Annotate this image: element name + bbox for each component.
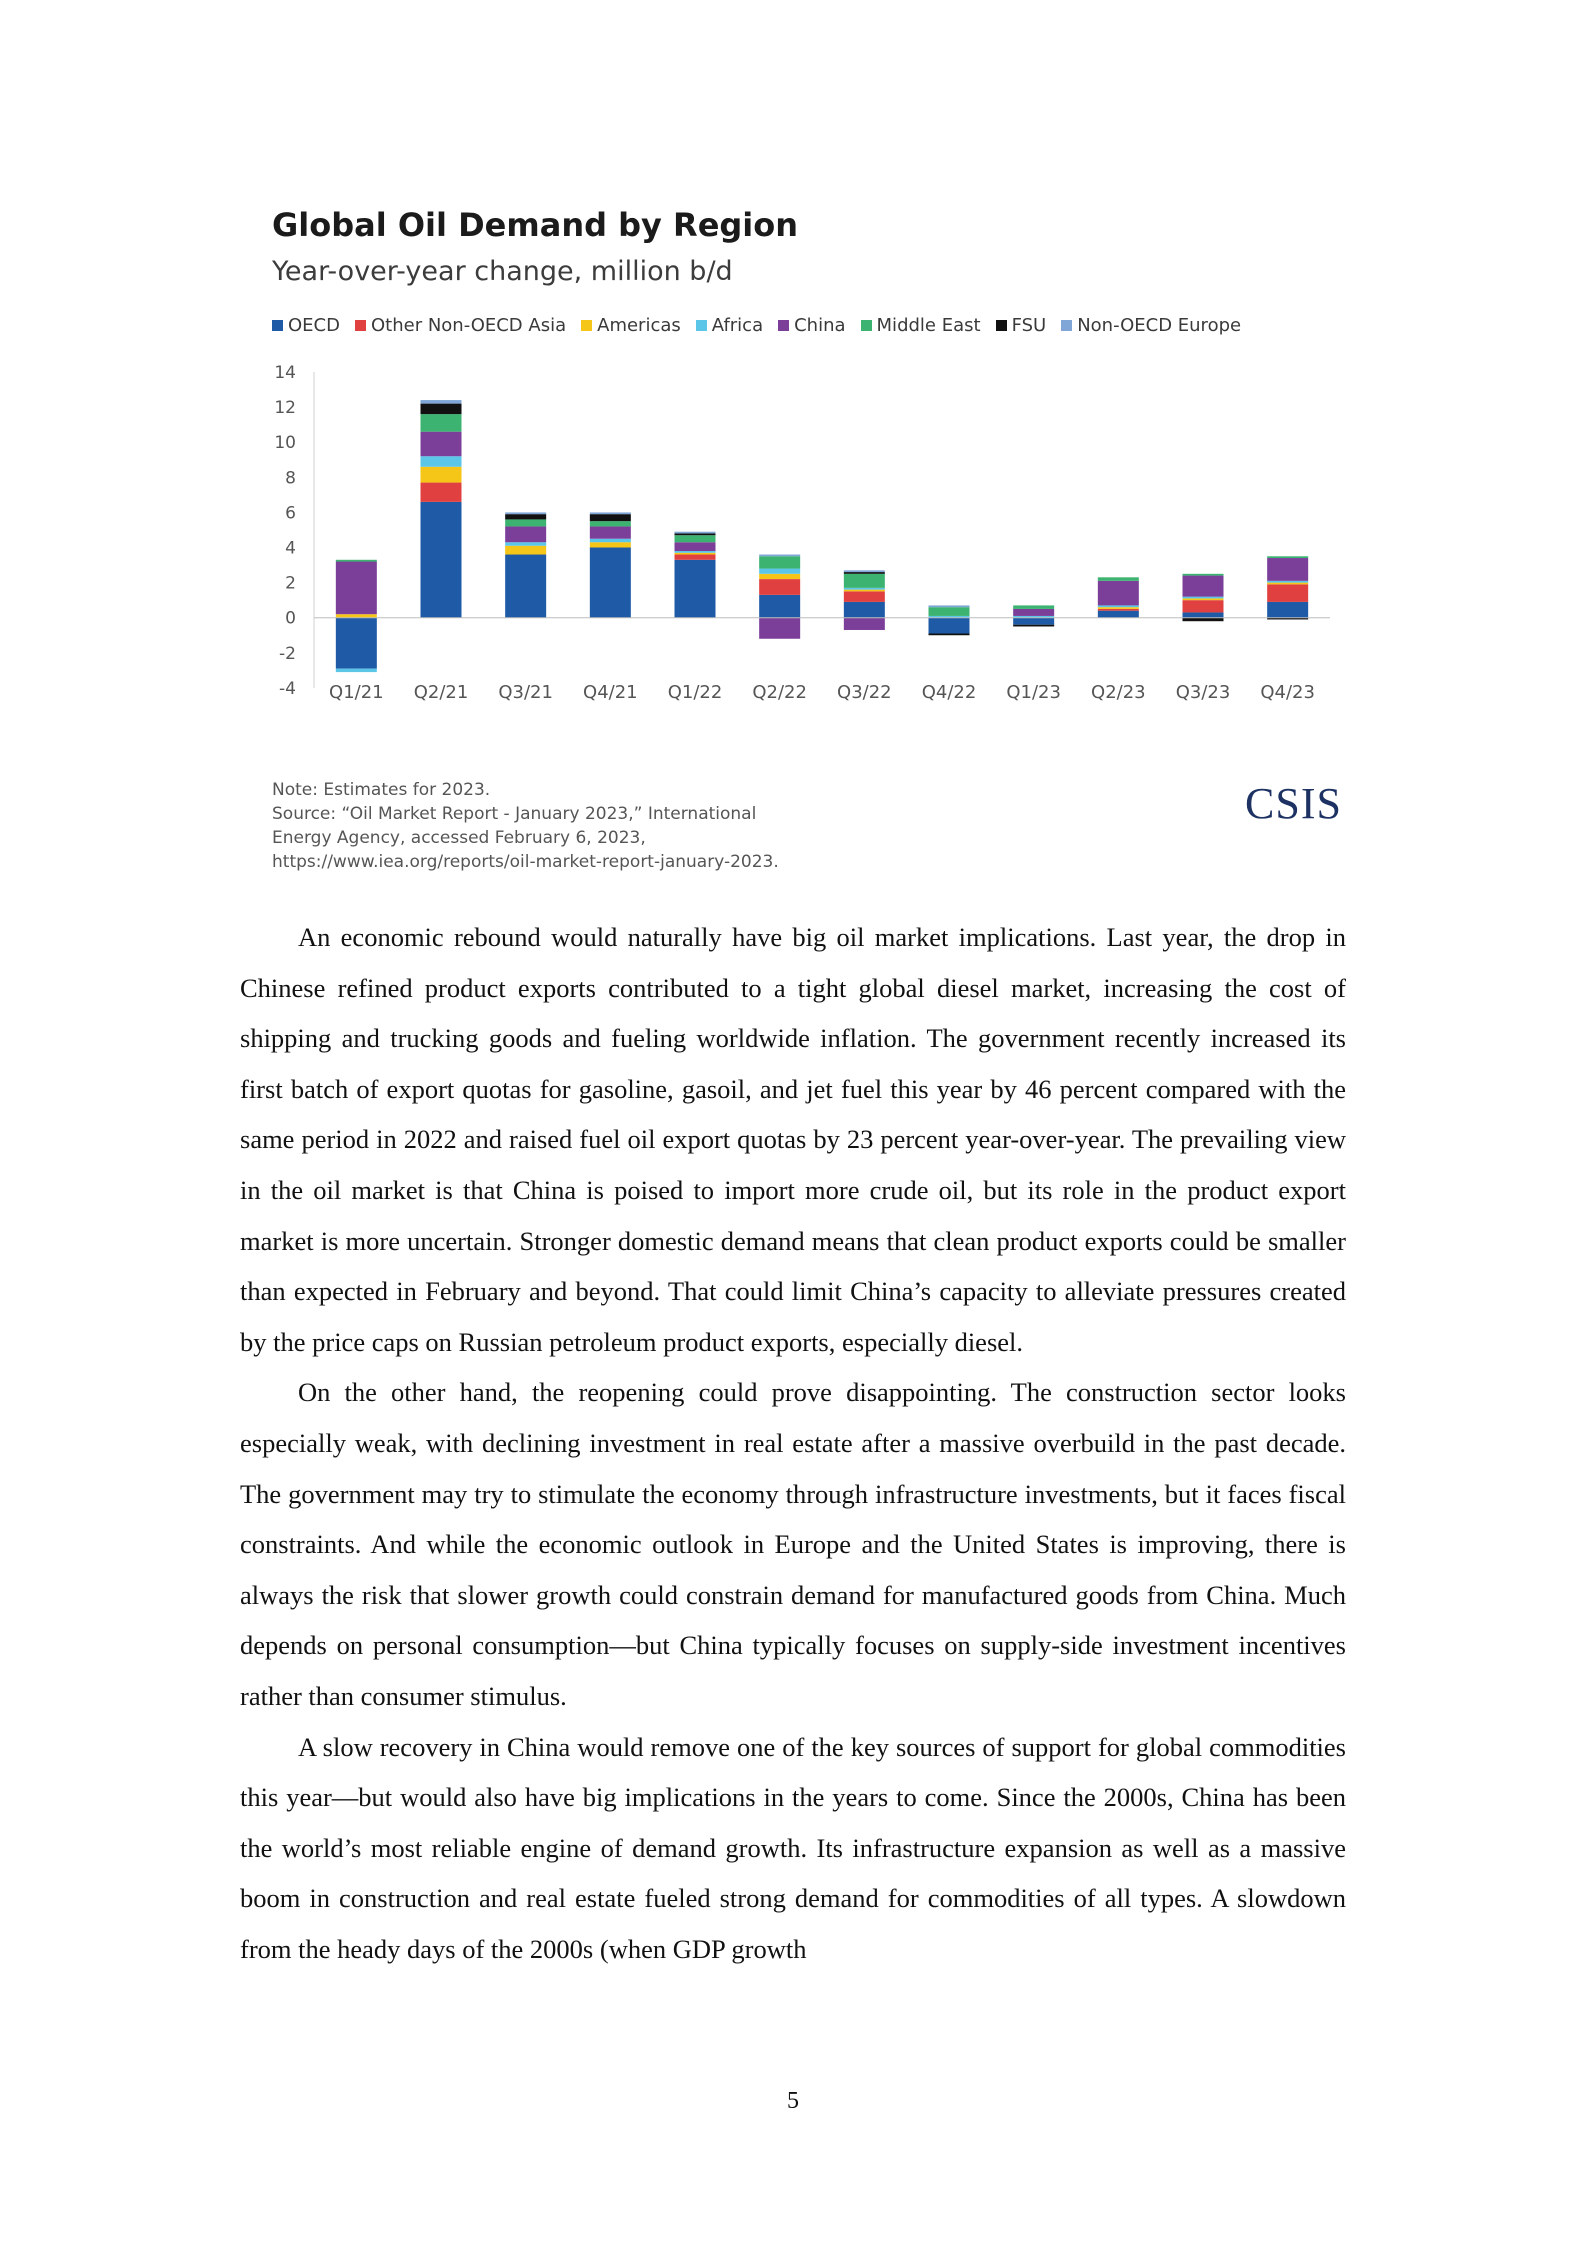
bar-segment: [1183, 574, 1224, 576]
bar-segment: [1098, 577, 1139, 581]
legend-label: China: [794, 315, 846, 336]
figure-note: [272, 778, 872, 874]
x-tick-label: Q1/22: [667, 682, 723, 703]
note-line: https://www.iea.org/reports/oil-market-report-january-2023.: [272, 852, 779, 872]
bar-segment: [1013, 618, 1054, 625]
bar-segment: [1098, 611, 1139, 618]
x-tick-label: Q1/23: [1006, 682, 1061, 703]
bar-segment: [759, 556, 800, 568]
y-tick-label: 6: [285, 503, 296, 524]
x-tick-label: Q1/21: [329, 682, 384, 703]
legend-item: [1061, 315, 1241, 336]
bar-segment: [675, 535, 716, 542]
note-line: Energy Agency, accessed February 6, 2023,: [272, 828, 646, 848]
bar-segment: [336, 614, 377, 618]
bar-segment: [505, 526, 546, 542]
legend-item: [778, 315, 845, 336]
csis-logo: CSIS: [1245, 779, 1342, 828]
bar-segment: [759, 555, 800, 557]
y-tick-label: 10: [274, 433, 296, 454]
bar-segment: [1267, 556, 1308, 558]
bar-segment: [929, 607, 970, 616]
bar-segment: [336, 618, 377, 669]
legend-label: OECD: [288, 315, 340, 336]
bar-segment: [1267, 581, 1308, 583]
bar-segment: [844, 618, 885, 630]
legend-item: [355, 315, 566, 336]
bar-segment: [590, 512, 631, 514]
bar-segment: [1013, 625, 1054, 627]
legend-label: FSU: [1011, 315, 1047, 336]
bar-segment: [590, 542, 631, 547]
bar-segment: [1013, 605, 1054, 609]
paragraph: A slow recovery in China would remove one of the key sources of support for global commodities this year—but would also have big implications in the years to come. Since the 2000s, China has been the world’s most reliable engine of demand growth. Its infrastructure expansion as well as a massive boom in construction and real estate fueled strong demand for commodities of all types. A slowdown from the heady days of the 2000s (when GDP growth: [240, 1731, 1346, 1964]
bar-segment: [590, 521, 631, 526]
bar-segment: [421, 483, 462, 502]
bar-segment: [929, 618, 970, 634]
paragraph: On the other hand, the reopening could prove disappointing. The construction sector looks especially weak, with declining investment in real estate after a massive overbuild in the past decade. The government may try to stimulate the economy through infrastructure investments, but it faces fiscal constraints. And while the economic outlook in Europe and the United States is improving, there is always the risk that slower growth could constrain demand for manufactured goods from China. Much depends on personal consumption—but China typically focuses on supply-side investment incentives rather than consumer stimulus.: [240, 1377, 1346, 1711]
bar-segment: [505, 546, 546, 555]
legend-item: [696, 315, 763, 336]
bar-segment: [336, 562, 377, 615]
bar-segment: [675, 532, 716, 534]
bar-segment: [675, 551, 716, 553]
legend-swatch: [272, 320, 283, 331]
y-tick-label: 8: [285, 468, 296, 489]
x-tick-label: Q2/21: [413, 682, 469, 703]
y-tick-label: 14: [274, 363, 296, 383]
bar-segment: [759, 574, 800, 579]
y-tick-label: 2: [285, 573, 296, 594]
bar-segment: [505, 555, 546, 618]
bar-segment: [675, 542, 716, 551]
bar-segment: [421, 502, 462, 618]
y-tick-label: 12: [274, 398, 296, 419]
legend-item: [272, 315, 340, 336]
article-body: [240, 912, 1346, 1974]
x-tick-label: Q3/21: [498, 682, 553, 703]
legend-item: [996, 315, 1047, 336]
bar-segment: [505, 519, 546, 526]
bar-segment: [844, 588, 885, 590]
bar-segment: [505, 514, 546, 519]
legend-label: Africa: [711, 315, 764, 336]
legend-swatch: [778, 320, 789, 331]
page-number: 5: [787, 2088, 799, 2114]
bar-segment: [844, 590, 885, 592]
bar-segment: [336, 560, 377, 562]
bar-segment: [1267, 583, 1308, 585]
bar-segment: [844, 572, 885, 574]
figure-title: Global Oil Demand by Region: [272, 206, 799, 244]
x-tick-label: Q2/22: [752, 682, 807, 703]
legend-swatch: [696, 320, 707, 331]
bar-segment: [844, 574, 885, 588]
legend-label: Other Non-OECD Asia: [370, 315, 567, 336]
bar-segment: [421, 414, 462, 432]
bar-segment: [1098, 605, 1139, 607]
y-tick-label: 4: [285, 538, 296, 559]
bar-segment: [844, 591, 885, 602]
y-tick-label: -4: [279, 678, 296, 699]
note-line: Source: “Oil Market Report - January 2023,” International: [272, 804, 757, 824]
bar-segment: [590, 526, 631, 538]
bar-segment: [1183, 597, 1224, 599]
bar-segment: [1013, 609, 1054, 616]
bar-segment: [1183, 612, 1224, 617]
bar-segment: [590, 514, 631, 521]
bar-segment: [1183, 618, 1224, 622]
bar-segment: [675, 560, 716, 618]
bar-segment: [759, 579, 800, 595]
bar-segment: [505, 542, 546, 546]
bar-segment: [1183, 600, 1224, 612]
bar-segment: [1183, 576, 1224, 597]
legend-swatch: [861, 320, 872, 331]
paragraph: An economic rebound would naturally have big oil market implications. Last year, the drop in Chinese refined product exports contributed to a tight global diesel market, increasing the cost of shipping and trucking goods and fueling worldwide inflation. The government recently increased its first batch of export quotas for gasoline, gasoil, and jet fuel this year by 46 percent compared with the same period in 2022 and raised fuel oil export quotas by 23 percent year-over-year. The prevailing view in the oil market is that China is poised to import more crude oil, but its role in the product export market is more uncertain. Stronger domestic demand means that clean product exports could be smaller than expected in February and beyond. That could limit China’s capacity to alleviate pressures created by the price caps on Russian petroleum product exports, especially diesel.: [240, 922, 1346, 1357]
bar-segment: [421, 400, 462, 404]
x-tick-label: Q4/22: [921, 682, 977, 703]
x-tick-label: Q3/23: [1175, 682, 1231, 703]
bar-segment: [1267, 584, 1308, 602]
x-tick-label: Q4/23: [1260, 682, 1315, 703]
x-tick-label: Q2/23: [1091, 682, 1146, 703]
bar-segment: [590, 548, 631, 618]
y-tick-label: 0: [285, 608, 296, 629]
y-tick-label: -2: [279, 643, 296, 664]
legend-swatch: [581, 320, 592, 331]
bar-segment: [1267, 602, 1308, 618]
bar-segment: [1098, 581, 1139, 606]
note-line: Note: Estimates for 2023.: [272, 780, 491, 800]
bar-segment: [336, 669, 377, 673]
oil-demand-figure: [272, 200, 1342, 880]
legend-label: Americas: [597, 315, 681, 336]
bar-segment: [675, 555, 716, 560]
bar-segment: [759, 569, 800, 574]
bar-segment: [421, 467, 462, 483]
legend-swatch: [355, 320, 366, 331]
bar-segment: [929, 605, 970, 607]
x-tick-label: Q3/22: [837, 682, 892, 703]
bar-segment: [929, 633, 970, 635]
bar-segment: [421, 432, 462, 457]
x-tick-label: Q4/21: [583, 682, 638, 703]
legend-label: Middle East: [876, 315, 981, 336]
bar-segment: [1098, 607, 1139, 609]
stacked-bar-chart: [272, 350, 1342, 760]
bar-segment: [675, 553, 716, 555]
chart-legend: [272, 315, 1241, 336]
bar-segment: [1267, 558, 1308, 581]
bar-segment: [844, 570, 885, 572]
legend-swatch: [1061, 320, 1072, 331]
bar-segment: [844, 602, 885, 618]
bar-segment: [759, 595, 800, 618]
legend-item: [861, 315, 981, 336]
bar-segment: [421, 404, 462, 415]
figure-subtitle: Year-over-year change, million b/d: [272, 256, 733, 287]
bar-segment: [1183, 598, 1224, 600]
bar-segment: [759, 618, 800, 639]
legend-swatch: [996, 320, 1007, 331]
bar-segment: [675, 533, 716, 535]
bar-segment: [1098, 609, 1139, 611]
legend-label: Non-OECD Europe: [1077, 315, 1242, 336]
bar-segment: [505, 512, 546, 514]
bar-segment: [421, 456, 462, 467]
legend-item: [581, 315, 681, 336]
bar-segment: [590, 539, 631, 543]
